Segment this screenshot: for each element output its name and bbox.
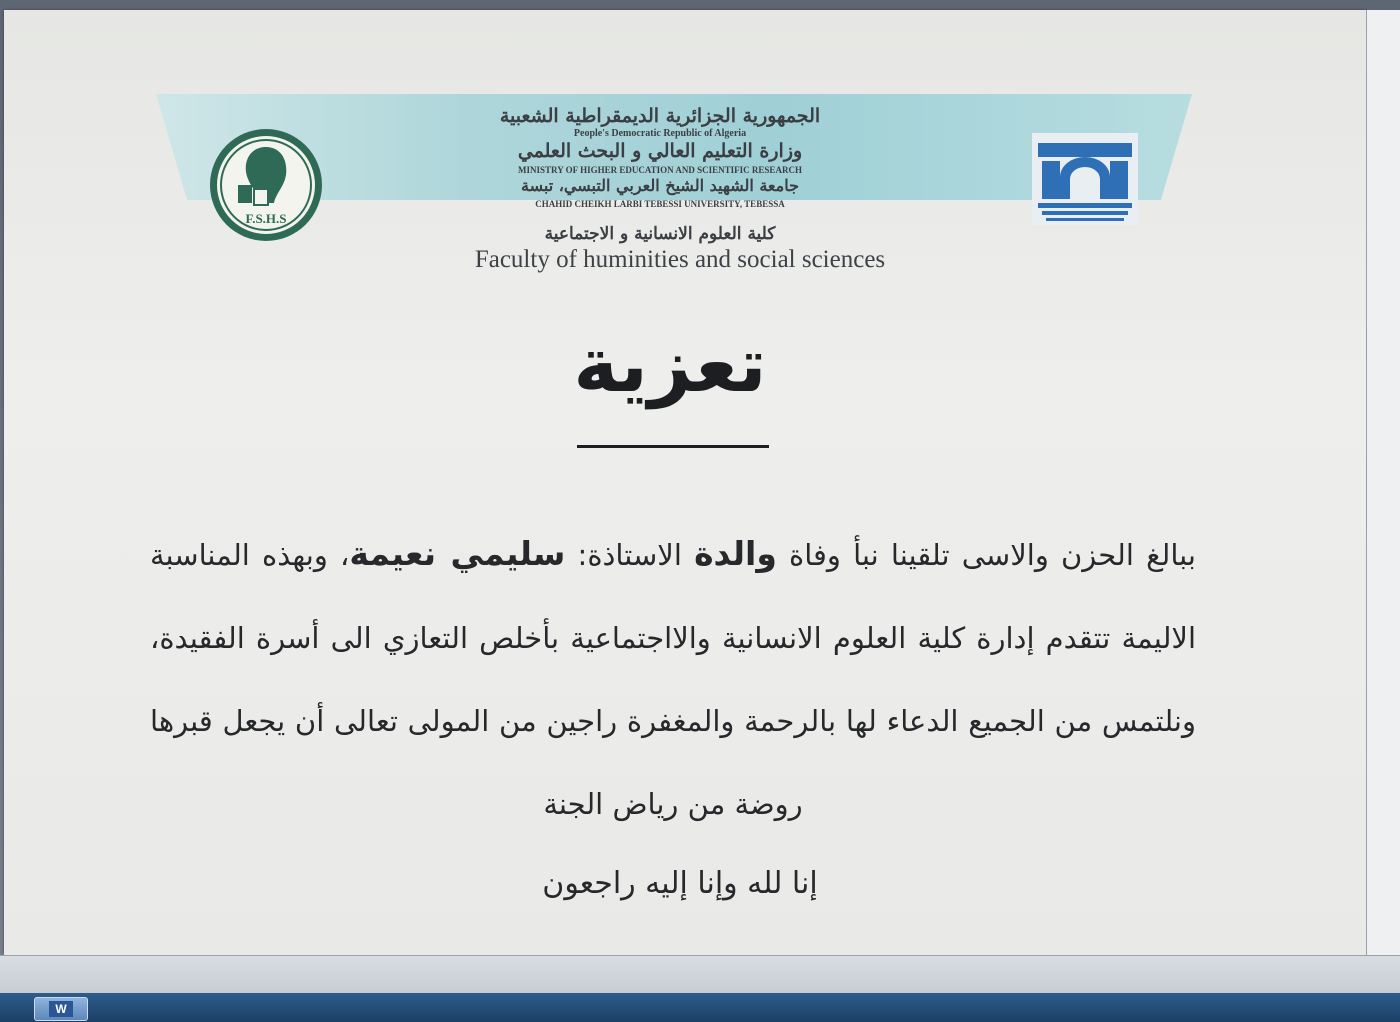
word-app-icon: W — [49, 1001, 73, 1017]
seal-text: F.S.H.S — [245, 211, 287, 226]
university-name-en: CHAHID CHEIKH LARBI TEBESSI UNIVERSITY, TEBESSA — [535, 199, 785, 209]
announcement-body — [150, 512, 1196, 846]
country-name-ar: الجمهورية الجزائرية الديمقراطية الشعبية — [499, 105, 821, 127]
announcement-title: تعزية — [573, 320, 767, 409]
body-bold-1: والدة — [694, 534, 777, 573]
vertical-scrollbar[interactable] — [1366, 10, 1400, 955]
title-underline — [577, 445, 769, 448]
body-part-1: ببالغ الحزن والاسى تلقينا نبأ وفاة — [776, 538, 1196, 572]
body-part-2: الاستاذة: — [565, 538, 695, 572]
taskbar — [0, 993, 1400, 1022]
faculty-name-ar: كلية العلوم الانسانية و الاجتماعية — [544, 224, 776, 244]
closing-verse: إنا لله وإنا إليه راجعون — [542, 866, 818, 901]
body-part-3: ، وبهذه المناسبة الاليمة تتقدم إدارة كلية العلوم الانسانية والااجتماعية بأخلص التعازي الى أسرة الفقيدة، ونلتمس من الجميع الدعاء لها بالرحمة والمغفرة راجين من المولى تعالى أن يجعل قبرها روضة من رياض الجنة — [150, 538, 1196, 821]
deceased-relative-name: سليمي نعيمة — [349, 534, 566, 573]
status-bar — [0, 955, 1400, 994]
ministry-name-ar: وزارة التعليم العالي و البحث العلمي — [517, 140, 803, 162]
faculty-name-en: Faculty of huminities and social sciences — [474, 246, 886, 273]
faculty-seal-icon — [208, 127, 324, 243]
ministry-name-en: MINISTRY OF HIGHER EDUCATION AND SCIENTIFIC RESEARCH — [518, 165, 802, 175]
university-emblem-icon — [1032, 133, 1138, 225]
country-name-en: People's Democratic Republic of Algeria — [573, 128, 747, 139]
university-name-ar: جامعة الشهيد الشيخ العربي التبسي، تبسة — [521, 176, 799, 195]
taskbar-word-button[interactable] — [34, 997, 88, 1021]
